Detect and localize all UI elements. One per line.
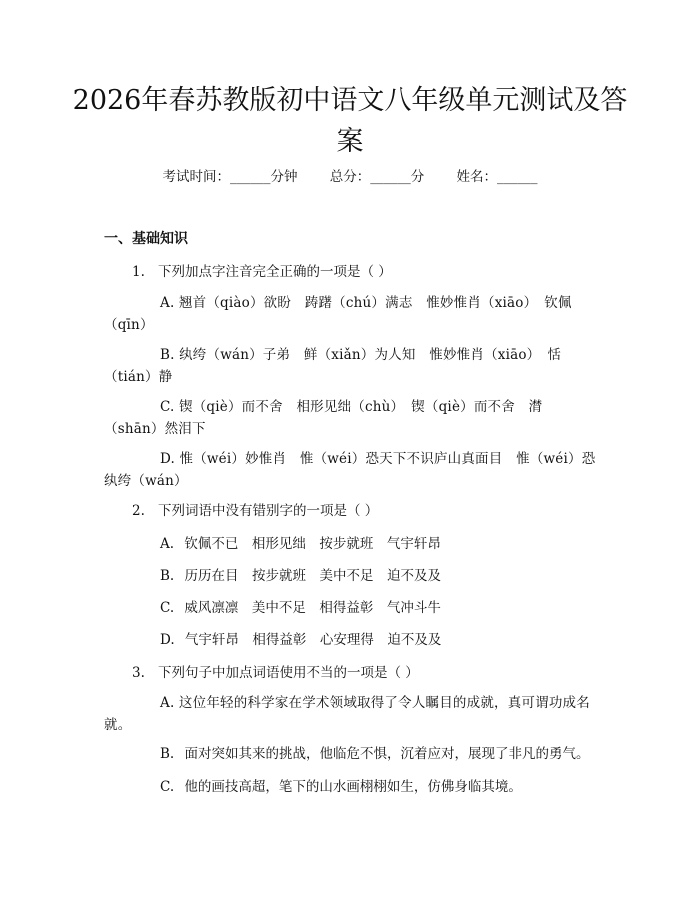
total-score-field: 总分：______分 xyxy=(329,169,425,185)
question-3-option-c: C. 他的画技高超，笔下的山水画栩栩如生，仿佛身临其境。 xyxy=(160,779,522,795)
question-stem: 下列词语中没有错别字的一项是（ ） xyxy=(158,503,379,519)
question-2-option-b: B. 历历在目 按步就班 美中不足 迫不及及 xyxy=(160,568,442,584)
question-stem: 下列句子中加点词语使用不当的一项是（ ） xyxy=(158,665,419,681)
question-1-option-d: D. 惟（wéi）妙惟肖 惟（wéi）恐天下不识庐山真面目 惟（wéi）恐纨绔（wán） xyxy=(104,451,596,489)
question-1-option-c: C. 锲（qiè）而不舍 相形见绌（chù） 锲（qiè）而不舍 潸（shān）然泪下 xyxy=(104,399,543,437)
question-stem: 下列加点字注音完全正确的一项是（ ） xyxy=(158,264,392,280)
question-3-option-b: B. 面对突如其来的挑战，他临危不惧，沉着应对，展现了非凡的勇气。 xyxy=(160,746,590,762)
question-1-option-b: B. 纨绔（wán）子弟 鲜（xiǎn）为人知 惟妙惟肖（xiāo） 恬（tián）静 xyxy=(104,347,562,385)
question-number: 3. xyxy=(132,665,145,681)
question-2-option-c: C. 威风凛凛 美中不足 相得益彰 气冲斗牛 xyxy=(160,600,441,616)
question-number: 2. xyxy=(132,503,145,519)
exam-time-field: 考试时间：______分钟 xyxy=(162,169,298,185)
question-number: 1. xyxy=(132,264,145,280)
exam-info-line xyxy=(0,167,700,187)
document-title: 2026年春苏教版初中语文八年级单元测试及答案 xyxy=(72,85,628,157)
question-2 xyxy=(132,501,378,521)
question-3-option-a: A. 这位年轻的科学家在学术领域取得了令人瞩目的成就，真可谓功成名就。 xyxy=(104,695,590,733)
section-heading: 一、基础知识 xyxy=(104,231,188,247)
question-2-option-d: D. 气宇轩昂 相得益彰 心安理得 迫不及及 xyxy=(160,632,442,648)
student-name-field: 姓名：______ xyxy=(456,169,538,185)
question-2-option-a: A. 钦佩不已 相形见绌 按步就班 气宇轩昂 xyxy=(160,536,441,552)
question-3 xyxy=(132,663,419,683)
question-1 xyxy=(132,262,392,282)
question-1-option-a: A. 翘首（qiào）欲盼 踌躇（chú）满志 惟妙惟肖（xiāo） 钦佩（qīn） xyxy=(104,295,572,333)
